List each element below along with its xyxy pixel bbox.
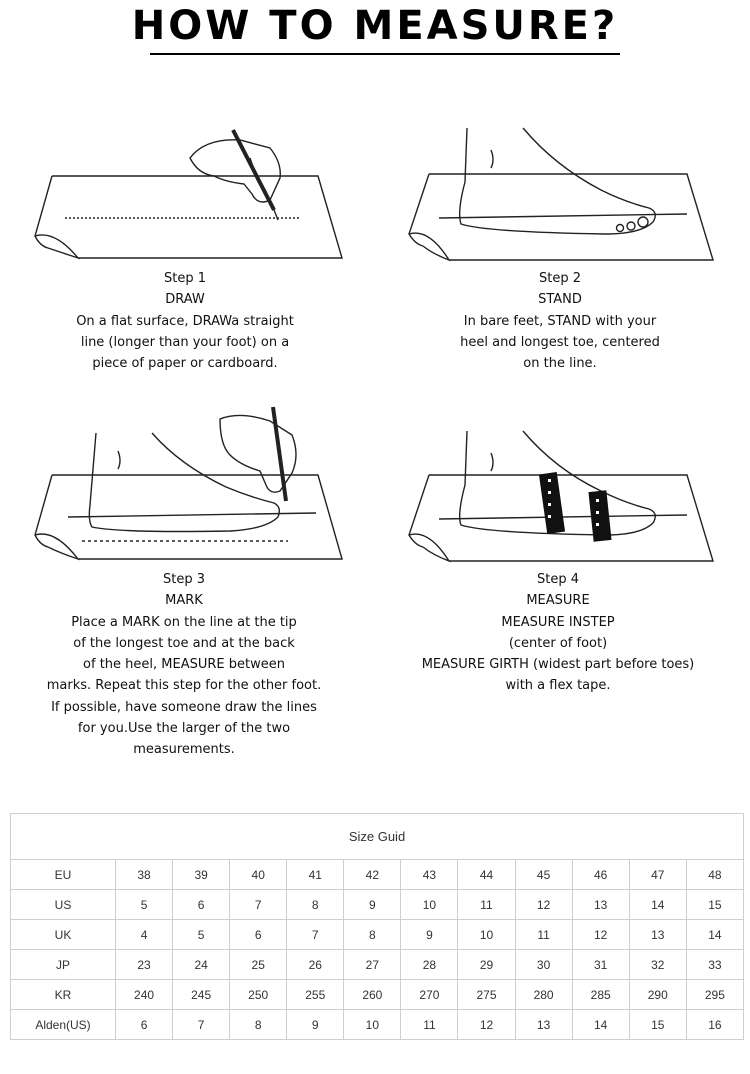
step-line: On a flat surface, DRAWa straight: [76, 313, 294, 329]
step-line: MEASURE GIRTH (widest part before toes): [421, 657, 695, 673]
step-line: heel and longest toe, centered: [460, 334, 660, 350]
table-cell: 9: [344, 890, 401, 920]
table-cell: 6: [230, 920, 287, 950]
table-cell: 9: [401, 920, 458, 950]
step-line: If possible, have someone draw the lines: [51, 699, 317, 715]
step-line: MEASURE INSTEP: [501, 614, 615, 630]
table-cell: 38: [116, 860, 173, 890]
table-cell: 10: [401, 890, 458, 920]
title-underline: [150, 53, 620, 55]
table-cell: 275: [458, 980, 515, 1010]
table-caption-row: [11, 814, 744, 860]
table-cell: 13: [515, 1010, 572, 1040]
step-action: MARK: [165, 593, 203, 609]
row-label: UK: [11, 920, 116, 950]
table-cell: 12: [515, 890, 572, 920]
table-cell: 30: [515, 950, 572, 980]
step-number: Step 4: [536, 572, 579, 587]
page-title: HOW TO MEASURE?: [131, 3, 619, 49]
table-cell: 33: [686, 950, 743, 980]
step-line: with a flex tape.: [505, 678, 611, 694]
table-cell: 10: [458, 920, 515, 950]
step-line: marks. Repeat this step for the other foot.: [46, 678, 322, 694]
step-line: Place a MARK on the line at the tip: [71, 614, 297, 630]
table-cell: 7: [287, 920, 344, 950]
table-cell: 10: [344, 1010, 401, 1040]
step-line: of the longest toe and at the back: [73, 635, 295, 651]
table-cell: 8: [230, 1010, 287, 1040]
step-4-text: [398, 569, 718, 697]
table-cell: 40: [230, 860, 287, 890]
step-line: (center of foot): [508, 635, 608, 651]
table-cell: 12: [458, 1010, 515, 1040]
table-cell: 28: [401, 950, 458, 980]
table-cell: 24: [173, 950, 230, 980]
table-row: [11, 920, 744, 950]
table-cell: 13: [629, 920, 686, 950]
step-line: for you.Use the larger of the two: [77, 721, 291, 737]
table-cell: 290: [629, 980, 686, 1010]
step-number: Step 3: [162, 572, 205, 587]
table-cell: 29: [458, 950, 515, 980]
step-action: MEASURE: [526, 593, 590, 609]
step2-illustration: [405, 122, 720, 272]
step-line: on the line.: [523, 356, 597, 372]
table-cell: 48: [686, 860, 743, 890]
step-2-text: [405, 268, 715, 374]
table-cell: 6: [116, 1010, 173, 1040]
table-cell: 270: [401, 980, 458, 1010]
table-cell: 255: [287, 980, 344, 1010]
step-action: DRAW: [165, 292, 205, 308]
step-line: measurements.: [133, 742, 235, 758]
table-caption: Size Guid: [11, 814, 744, 860]
table-cell: 41: [287, 860, 344, 890]
table-cell: 4: [116, 920, 173, 950]
table-cell: 240: [116, 980, 173, 1010]
table-cell: 42: [344, 860, 401, 890]
table-cell: 245: [173, 980, 230, 1010]
table-cell: 9: [287, 1010, 344, 1040]
step-line: piece of paper or cardboard.: [92, 356, 278, 372]
table-cell: 43: [401, 860, 458, 890]
step3-illustration: [30, 405, 350, 567]
table-cell: 32: [629, 950, 686, 980]
table-cell: 11: [458, 890, 515, 920]
table-cell: 26: [287, 950, 344, 980]
table-cell: 15: [629, 1010, 686, 1040]
table-cell: 295: [686, 980, 743, 1010]
step-number: Step 2: [538, 271, 581, 286]
row-label: US: [11, 890, 116, 920]
table-cell: 47: [629, 860, 686, 890]
row-label: Alden(US): [11, 1010, 116, 1040]
size-guide-table-container: [10, 813, 744, 1040]
row-label: EU: [11, 860, 116, 890]
table-cell: 45: [515, 860, 572, 890]
table-cell: 14: [686, 920, 743, 950]
step1-illustration: [30, 118, 350, 268]
table-cell: 5: [173, 920, 230, 950]
step4-illustration: [405, 425, 720, 567]
table-cell: 46: [572, 860, 629, 890]
table-cell: 280: [515, 980, 572, 1010]
size-guide-table: [10, 813, 744, 1040]
table-cell: 250: [230, 980, 287, 1010]
table-row: [11, 1010, 744, 1040]
table-cell: 12: [572, 920, 629, 950]
table-row: [11, 890, 744, 920]
table-row: [11, 860, 744, 890]
step-1-text: [30, 268, 340, 374]
table-cell: 8: [344, 920, 401, 950]
table-cell: 8: [287, 890, 344, 920]
table-cell: 15: [686, 890, 743, 920]
table-cell: 5: [116, 890, 173, 920]
table-cell: 260: [344, 980, 401, 1010]
table-cell: 13: [572, 890, 629, 920]
table-cell: 6: [173, 890, 230, 920]
table-cell: 39: [173, 860, 230, 890]
step-line: line (longer than your foot) on a: [80, 334, 290, 350]
table-cell: 25: [230, 950, 287, 980]
row-label: JP: [11, 950, 116, 980]
table-row: [11, 950, 744, 980]
table-cell: 16: [686, 1010, 743, 1040]
table-cell: 11: [515, 920, 572, 950]
table-cell: 31: [572, 950, 629, 980]
step-number: Step 1: [163, 271, 206, 286]
table-cell: 11: [401, 1010, 458, 1040]
table-cell: 285: [572, 980, 629, 1010]
step-3-text: [14, 569, 354, 761]
step-action: STAND: [538, 292, 582, 308]
table-cell: 27: [344, 950, 401, 980]
step-line: of the heel, MEASURE between: [83, 657, 285, 673]
row-label: KR: [11, 980, 116, 1010]
table-cell: 14: [572, 1010, 629, 1040]
table-cell: 7: [173, 1010, 230, 1040]
table-cell: 14: [629, 890, 686, 920]
table-cell: 23: [116, 950, 173, 980]
table-row: [11, 980, 744, 1010]
table-cell: 44: [458, 860, 515, 890]
table-cell: 7: [230, 890, 287, 920]
step-line: In bare feet, STAND with your: [463, 313, 657, 329]
